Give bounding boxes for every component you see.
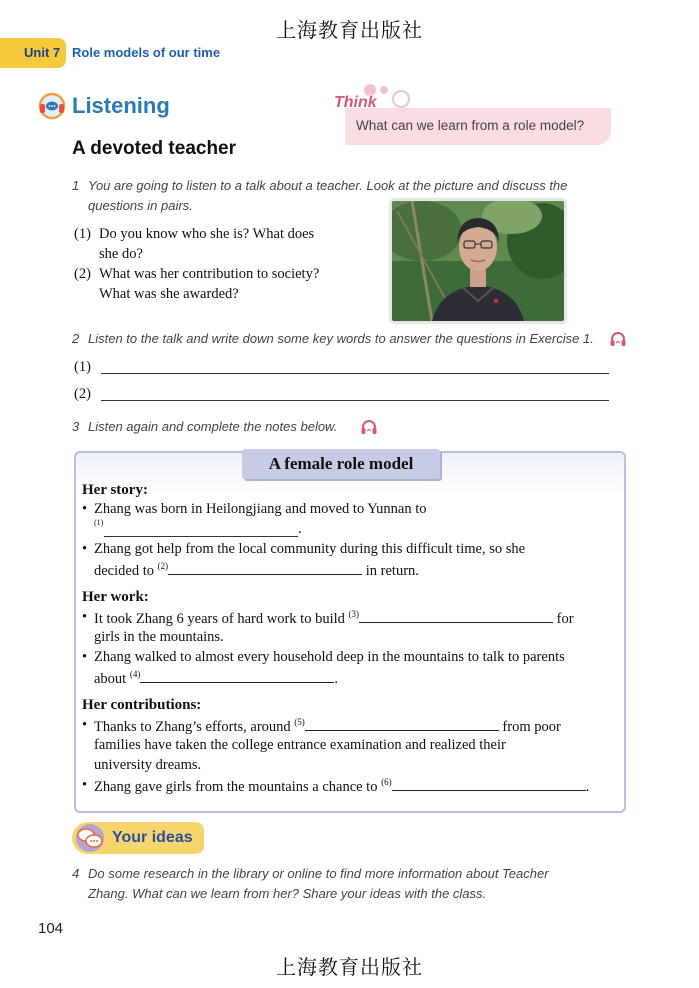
notes-story-heading: Her story: — [82, 482, 148, 498]
teacher-photo — [390, 199, 566, 323]
blank-6-label: (6) — [381, 777, 392, 787]
exercise-3-number: 3 — [72, 419, 80, 434]
contrib-bullet-1-line1: Thanks to Zhang’s efforts, around $^{(5)}$ from poor — [94, 717, 561, 735]
blank-1-label: (1) — [94, 518, 104, 527]
exercise-4-number: 4 — [72, 866, 80, 881]
your-ideas-label: Your ideas — [112, 829, 193, 846]
bullet-dot: • — [82, 609, 88, 625]
bullet-dot: • — [82, 717, 88, 733]
exercise-1-number: 1 — [72, 178, 80, 193]
story-bullet-2-line1: Zhang got help from the local community during this difficult time, so she — [94, 541, 526, 557]
unit-title: Role models of our time — [72, 45, 221, 60]
work-bullet-1-line2: girls in the mountains. — [94, 629, 224, 645]
work-bullet-2-line2: about $^{(4)}$ . — [94, 669, 338, 687]
story-bullet-2-line2: decided to $^{(2)}$ in return. — [94, 561, 419, 579]
think-bubble-decoration — [392, 90, 410, 108]
speech-bubbles-icon — [74, 823, 106, 853]
blank-2-label: (2) — [157, 561, 169, 571]
blank-1-end: . — [298, 521, 302, 537]
blank-4-line[interactable] — [140, 669, 334, 683]
section-title: Listening — [72, 93, 170, 118]
publisher-header: 上海教育出版社 — [276, 18, 423, 42]
work-bullet-1-line1: It took Zhang 6 years of hard work to build $^{(3)}$ for — [94, 609, 574, 627]
answer-2-label: (2) — [74, 386, 91, 402]
contrib-bullet-1-line3: university dreams. — [94, 757, 202, 773]
page-number: 104 — [38, 920, 64, 937]
exercise-1-instruction: You are going to listen to a talk about a teacher. Look at the picture and discuss the questions in pairs. — [88, 178, 568, 213]
notes-title: A female role model — [268, 454, 414, 473]
exercise-3-instruction: Listen again and complete the notes below. — [88, 419, 338, 434]
contrib-bullet-2: Zhang gave girls from the mountains a chance to $^{(6)}$ . — [94, 777, 590, 795]
audio-headphones-icon[interactable] — [360, 419, 378, 435]
blank-5-line[interactable] — [305, 717, 499, 731]
exercise-2-instruction: Listen to the talk and write down some key words to answer the questions in Exercise 1. — [88, 331, 594, 346]
publisher-footer: 上海教育出版社 — [276, 955, 423, 979]
headphones-speech-icon — [38, 92, 66, 120]
blank-2-line[interactable] — [168, 561, 362, 575]
blank-1-line[interactable] — [104, 536, 298, 537]
story-bullet-1-text: Zhang was born in Heilongjiang and moved to Yunnan to — [94, 501, 427, 517]
blank-3-label: (3) — [348, 609, 360, 619]
question-1-number: (1) — [74, 226, 91, 242]
question-2-number: (2) — [74, 266, 91, 282]
exercise-2-number: 2 — [72, 331, 80, 346]
answer-1-line[interactable] — [101, 373, 609, 374]
answer-1-label: (1) — [74, 359, 91, 375]
think-question: What can we learn from a role model? — [356, 118, 585, 133]
bullet-dot: • — [82, 777, 88, 793]
blank-4-label: (4) — [129, 669, 141, 679]
blank-6-line[interactable] — [392, 777, 586, 791]
bullet-dot: • — [82, 501, 88, 517]
notes-contributions-heading: Her contributions: — [82, 697, 202, 713]
think-bubble-decoration — [380, 86, 388, 94]
exercise-4-instruction: Do some research in the library or online to find more information about Teacher Zhang. What can we learn from her? Share your ideas with the class. — [88, 866, 549, 901]
audio-headphones-icon[interactable] — [609, 331, 627, 347]
think-label: Think — [334, 94, 377, 111]
bullet-dot: • — [82, 541, 88, 557]
question-2-text: What was her contribution to society? What was she awarded? — [99, 266, 320, 302]
answer-2-line[interactable] — [101, 400, 609, 401]
work-bullet-2-line1: Zhang walked to almost every household deep in the mountains to talk to parents — [94, 649, 565, 665]
unit-number: Unit 7 — [24, 45, 61, 60]
blank-3-line[interactable] — [359, 609, 553, 623]
notes-work-heading: Her work: — [82, 589, 149, 605]
teacher-portrait-image — [392, 201, 564, 321]
question-1-text: Do you know who she is? What does she do? — [99, 226, 315, 262]
contrib-bullet-1-line2: families have taken the college entrance examination and realized their — [94, 737, 506, 753]
blank-5-label: (5) — [294, 717, 305, 727]
bullet-dot: • — [82, 649, 88, 665]
lesson-subtitle: A devoted teacher — [72, 138, 237, 159]
